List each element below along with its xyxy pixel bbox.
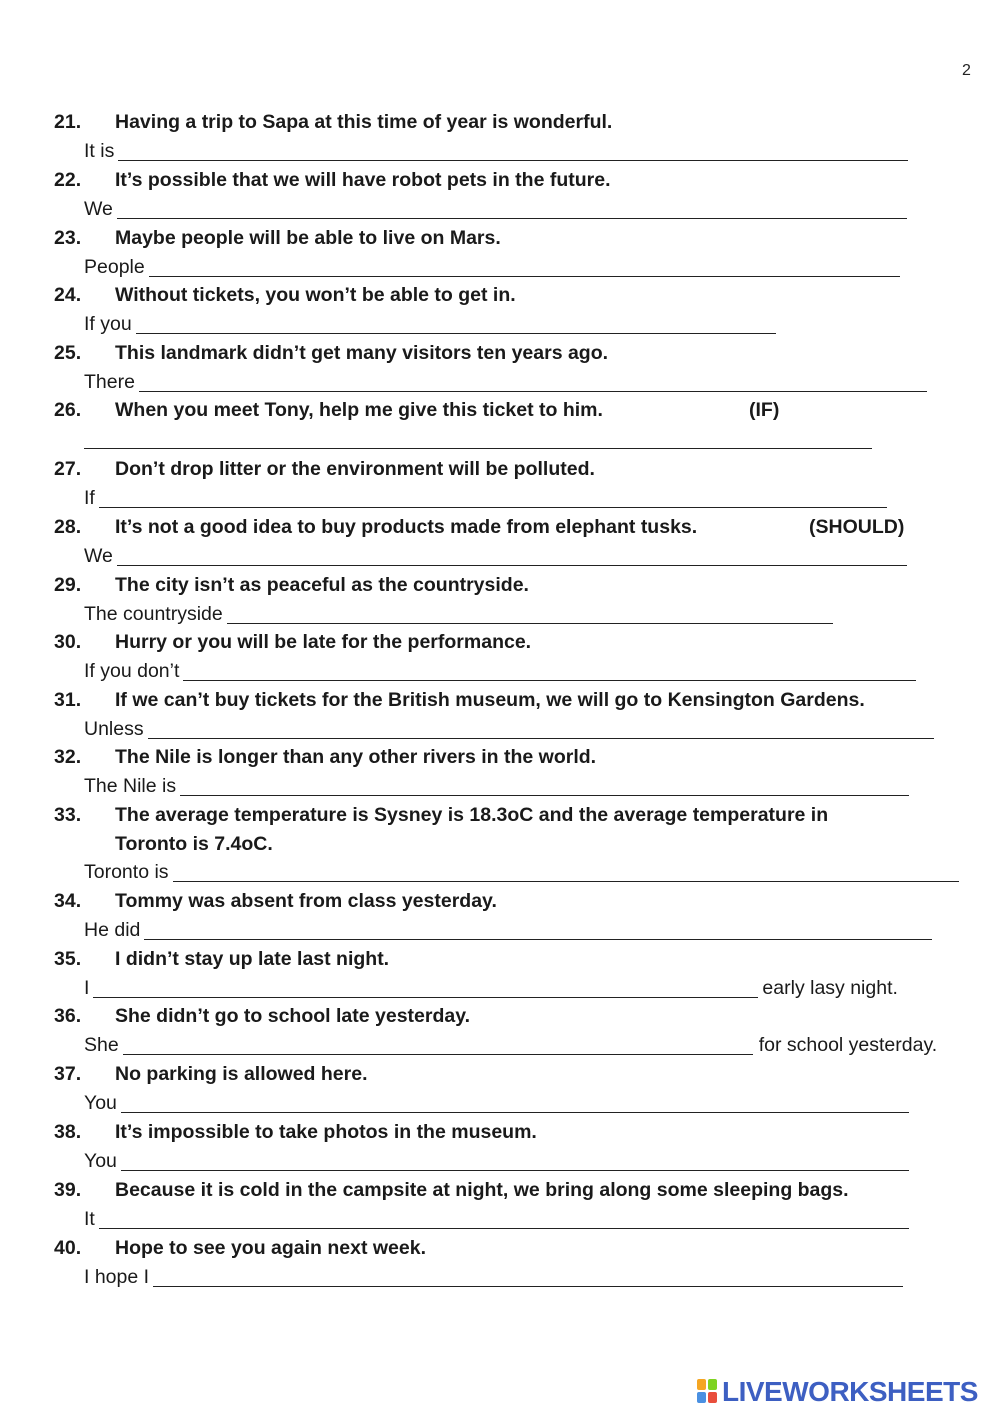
- answer-suffix: for school yesterday.: [758, 1034, 938, 1056]
- question-22: [0, 168, 1000, 226]
- answer-blank[interactable]: [118, 140, 908, 161]
- answer-prefix: She: [84, 1034, 119, 1056]
- answer-prefix: We: [84, 198, 113, 220]
- question-text: The city isn’t as peaceful as the countryside.: [115, 574, 529, 596]
- question-number: 35.: [54, 948, 82, 970]
- answer-blank[interactable]: [173, 861, 959, 882]
- answer-prefix: It is: [84, 140, 115, 162]
- question-number: 28.: [54, 516, 82, 538]
- question-text: The average temperature is Sysney is 18.3oC and the average temperature in: [115, 804, 829, 826]
- answer-prefix: Toronto is: [84, 861, 169, 883]
- question-text: If we can’t buy tickets for the British museum, we will go to Kensington Gardens.: [115, 689, 865, 711]
- question-39: [0, 1178, 1000, 1236]
- answer-prefix: You: [84, 1092, 117, 1114]
- question-number: 38.: [54, 1121, 82, 1143]
- answer-prefix: The Nile is: [84, 775, 177, 797]
- question-40: [0, 1236, 1000, 1294]
- question-hint-tag: (SHOULD): [809, 516, 905, 538]
- question-24: [0, 283, 1000, 341]
- question-30: [0, 630, 1000, 688]
- question-text: Having a trip to Sapa at this time of year is wonderful.: [115, 111, 613, 133]
- answer-blank[interactable]: [121, 1092, 909, 1113]
- answer-blank[interactable]: [144, 919, 932, 940]
- question-31: [0, 688, 1000, 746]
- question-28: [0, 515, 1000, 573]
- question-27: [0, 457, 1000, 515]
- answer-blank[interactable]: [148, 718, 934, 739]
- question-number: 36.: [54, 1005, 82, 1027]
- question-text: Because it is cold in the campsite at night, we bring along some sleeping bags.: [115, 1179, 849, 1201]
- question-text: It’s impossible to take photos in the museum.: [115, 1121, 537, 1143]
- answer-blank[interactable]: [93, 977, 758, 998]
- question-text: The Nile is longer than any other rivers in the world.: [115, 746, 597, 768]
- answer-prefix: If you don’t: [84, 660, 180, 682]
- answer-blank[interactable]: [153, 1266, 903, 1287]
- question-32: [0, 745, 1000, 803]
- question-text: This landmark didn’t get many visitors ten years ago.: [115, 342, 609, 364]
- question-33: [0, 803, 1000, 889]
- question-text: She didn’t go to school late yesterday.: [115, 1005, 471, 1027]
- question-number: 32.: [54, 746, 82, 768]
- answer-suffix: early lasy night.: [762, 977, 898, 999]
- answer-prefix: Unless: [84, 718, 144, 740]
- question-text: When you meet Tony, help me give this ticket to him.: [115, 399, 603, 421]
- answer-prefix: I: [84, 977, 90, 999]
- question-text: Hurry or you will be late for the performance.: [115, 631, 532, 653]
- question-34: [0, 889, 1000, 947]
- answer-blank[interactable]: [227, 603, 833, 624]
- question-text: Maybe people will be able to live on Mars.: [115, 227, 501, 249]
- answer-prefix: I hope I: [84, 1266, 150, 1288]
- question-25: [0, 341, 1000, 399]
- question-text: It’s possible that we will have robot pets in the future.: [115, 169, 611, 191]
- answer-blank[interactable]: [117, 545, 907, 566]
- answer-prefix: We: [84, 545, 113, 567]
- question-number: 30.: [54, 631, 82, 653]
- answer-blank[interactable]: [123, 1034, 753, 1055]
- question-number: 39.: [54, 1179, 82, 1201]
- question-text: Don’t drop litter or the environment will be polluted.: [115, 458, 595, 480]
- page-number: 2: [962, 62, 971, 79]
- liveworksheets-logo[interactable]: [697, 1376, 978, 1408]
- answer-blank[interactable]: [180, 775, 909, 796]
- answer-blank[interactable]: [136, 313, 776, 334]
- question-text: Tommy was absent from class yesterday.: [115, 890, 497, 912]
- question-text: It’s not a good idea to buy products made from elephant tusks.: [115, 516, 698, 538]
- liveworksheets-logo-icon: [697, 1379, 719, 1405]
- question-hint-tag: (IF): [749, 399, 780, 421]
- question-26: [0, 398, 1000, 456]
- question-number: 23.: [54, 227, 82, 249]
- answer-prefix: He did: [84, 919, 141, 941]
- question-number: 29.: [54, 574, 82, 596]
- answer-blank[interactable]: [139, 371, 927, 392]
- question-29: [0, 573, 1000, 631]
- question-text: Without tickets, you won’t be able to get in.: [115, 284, 516, 306]
- question-number: 21.: [54, 111, 82, 133]
- answer-prefix: People: [84, 256, 145, 278]
- question-35: [0, 947, 1000, 1005]
- answer-prefix: You: [84, 1150, 117, 1172]
- question-number: 33.: [54, 804, 82, 826]
- question-number: 22.: [54, 169, 82, 191]
- question-text: Hope to see you again next week.: [115, 1237, 427, 1259]
- question-number: 26.: [54, 399, 82, 421]
- question-number: 25.: [54, 342, 82, 364]
- question-23: [0, 226, 1000, 284]
- question-number: 40.: [54, 1237, 82, 1259]
- answer-blank[interactable]: [117, 198, 907, 219]
- question-text: I didn’t stay up late last night.: [115, 948, 390, 970]
- question-number: 27.: [54, 458, 82, 480]
- answer-blank[interactable]: [99, 487, 887, 508]
- answer-prefix: If: [84, 487, 95, 509]
- logo-text: LIVEWORKSHEETS: [722, 1376, 978, 1407]
- question-number: 24.: [54, 284, 82, 306]
- question-21: [0, 110, 1000, 168]
- answer-prefix: If you: [84, 313, 132, 335]
- question-37: [0, 1062, 1000, 1120]
- answer-blank[interactable]: [99, 1208, 909, 1229]
- answer-prefix: There: [84, 371, 135, 393]
- question-36: [0, 1004, 1000, 1062]
- question-number: 31.: [54, 689, 82, 711]
- answer-prefix: It: [84, 1208, 95, 1230]
- answer-blank[interactable]: [121, 1150, 909, 1171]
- answer-prefix: The countryside: [84, 603, 223, 625]
- question-number: 34.: [54, 890, 82, 912]
- question-text: No parking is allowed here.: [115, 1063, 368, 1085]
- answer-blank[interactable]: [149, 256, 900, 277]
- answer-blank[interactable]: [183, 660, 916, 681]
- question-38: [0, 1120, 1000, 1178]
- question-text-continued: Toronto is 7.4oC.: [115, 833, 273, 855]
- answer-blank[interactable]: [84, 428, 872, 449]
- question-number: 37.: [54, 1063, 82, 1085]
